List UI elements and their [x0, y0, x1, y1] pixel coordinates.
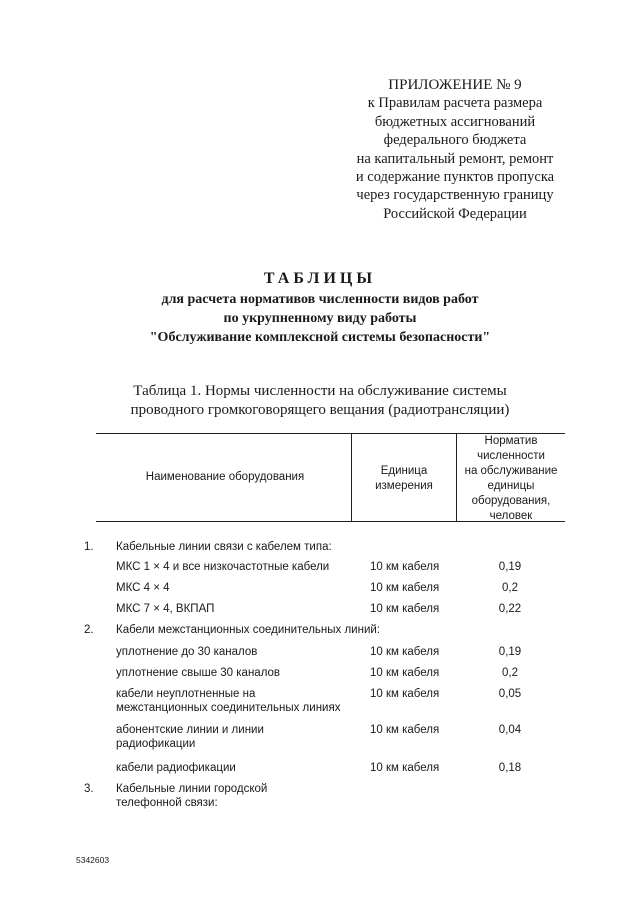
table-caption: [0, 382, 640, 420]
row-name-line: абонентские линии и линии: [116, 724, 264, 736]
header-norm-line: единицы: [487, 480, 535, 492]
row-name: [116, 761, 366, 775]
row-name-line: межстанционных соединительных линиях: [116, 702, 341, 714]
row-name: [116, 645, 366, 659]
header-unit-line: измерения: [375, 480, 433, 492]
row-unit: 10 км кабеля: [370, 688, 440, 700]
row-name-line: кабели радиофикации: [116, 762, 236, 774]
row-value: 0,19: [498, 646, 522, 658]
row-unit: 10 км кабеля: [370, 561, 440, 573]
document-title: ТАБЛИЦЫ: [263, 270, 377, 287]
document-subtitle: [0, 290, 640, 347]
header-name: [100, 470, 350, 485]
row-name-line: МКС 7 × 4, ВКПАП: [116, 603, 215, 615]
row-number: 1.: [84, 541, 94, 553]
subtitle-line: "Обслуживание комплексной системы безопасности": [149, 330, 491, 345]
row-value: 0,2: [502, 582, 518, 594]
row-value: 0,04: [498, 724, 522, 736]
row-name-line: уплотнение свыше 30 каналов: [116, 667, 281, 679]
row-name: [116, 581, 366, 595]
row-unit: 10 км кабеля: [370, 603, 440, 615]
row-number: 2.: [84, 624, 94, 636]
header-norm-line: на обслуживание: [464, 465, 558, 477]
appendix-line: на капитальный ремонт, ремонт: [356, 150, 554, 167]
row-name: [116, 540, 436, 554]
row-name: [116, 560, 366, 574]
row-value: 0,2: [502, 667, 518, 679]
table-caption-line: проводного громкоговорящего вещания (радиотрансляции): [130, 402, 510, 418]
row-name-line: МКС 4 × 4: [116, 582, 170, 594]
row-value: 0,05: [498, 688, 522, 700]
row-name-line: МКС 1 × 4 и все низкочастотные кабели: [116, 561, 330, 573]
row-value: 0,19: [498, 561, 522, 573]
row-value: 0,18: [498, 762, 522, 774]
subtitle-line: для расчета нормативов численности видов работ: [161, 292, 479, 307]
header-name-label: Наименование оборудования: [145, 471, 305, 483]
row-unit: 10 км кабеля: [370, 762, 440, 774]
appendix-line: федерального бюджета: [383, 132, 527, 149]
row-unit: 10 км кабеля: [370, 667, 440, 679]
header-unit: [352, 464, 456, 494]
row-name-line: Кабели межстанционных соединительных линий:: [116, 624, 380, 636]
row-number: 3.: [84, 783, 94, 795]
row-name: [116, 687, 366, 715]
appendix-line: Российской Федерации: [383, 205, 527, 222]
row-name-line: Кабельные линии связи с кабелем типа:: [116, 541, 332, 553]
appendix-header: [340, 76, 570, 223]
row-name-line: телефонной связи:: [116, 797, 218, 809]
row-unit: 10 км кабеля: [370, 582, 440, 594]
row-unit: 10 км кабеля: [370, 646, 440, 658]
row-unit: 10 км кабеля: [370, 724, 440, 736]
row-name-line: уплотнение до 30 каналов: [116, 646, 258, 658]
appendix-line: ПРИЛОЖЕНИЕ № 9: [388, 77, 522, 93]
appendix-line: к Правилам расчета размера: [367, 95, 543, 112]
appendix-line: через государственную границу: [356, 187, 554, 204]
subtitle-line: по укрупненному виду работы: [223, 311, 417, 326]
header-norm-line: Норматив: [484, 435, 538, 447]
row-name: [116, 602, 366, 616]
row-name: [116, 782, 366, 810]
row-value: 0,22: [498, 603, 522, 615]
row-name-line: радиофикации: [116, 738, 196, 750]
row-name: [116, 666, 366, 680]
appendix-line: бюджетных ассигнований: [374, 113, 536, 130]
row-name-line: кабели неуплотненные на: [116, 688, 256, 700]
header-norm-line: человек: [489, 510, 533, 522]
document-number: 5342603: [76, 855, 110, 865]
row-name: [116, 723, 366, 751]
appendix-line: и содержание пунктов пропуска: [355, 169, 555, 186]
header-norm-line: оборудования,: [471, 495, 551, 507]
header-unit-line: Единица: [380, 465, 428, 477]
header-norm: [457, 434, 565, 524]
table-caption-line: Таблица 1. Нормы численности на обслуживание системы: [133, 383, 507, 399]
row-name-line: Кабельные линии городской: [116, 783, 268, 795]
row-name: [116, 623, 436, 637]
header-norm-line: численности: [477, 450, 545, 462]
